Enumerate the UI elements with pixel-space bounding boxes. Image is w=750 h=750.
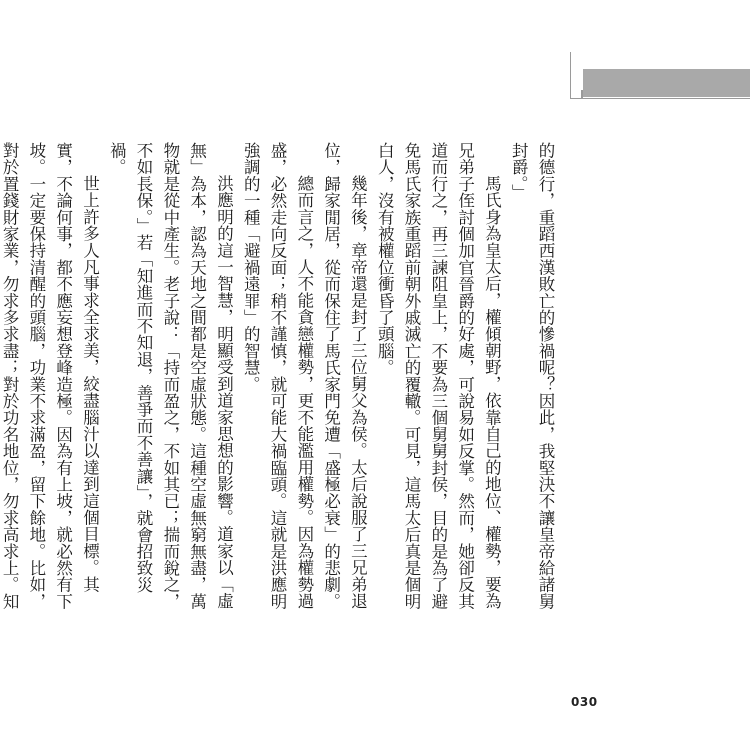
- corner-ornament-horizontal-line: [570, 98, 750, 99]
- paragraph-1: 的德行，重蹈西漢敗亡的慘禍呢？因此，我堅決不讓皇帝給諸舅封爵。」: [509, 142, 555, 610]
- corner-ornament-vertical-line: [570, 52, 571, 98]
- paragraph-2: 馬氏身為皇太后，權傾朝野，依靠自己的地位、權勢，要為兄弟子侄討個加官晉爵的好處，可說易如反掌。然而，她卻反其道而行之，再三諫阻皇上，不要為三個舅舅封侯，目的是為了避免馬氏家族重蹈前朝外戚滅亡的覆轍。可見，這馬太后真是個明白人，沒有被權位衝昏了頭腦。: [375, 142, 502, 610]
- paragraph-5: 洪應明的這一智慧，明顯受到道家思想的影響。道家以「虛無」為本，認為天地之間都是空虛狀態。這種空虛無窮無盡，萬物就是從中產生。老子說：「持而盈之，不如其已；揣而銳之，不如長保。」若「知進而不知退，善爭而不善讓」，就會招致災禍。: [107, 142, 234, 610]
- page-number: 030: [571, 695, 598, 709]
- paragraph-6: 世上許多人凡事求全求美，絞盡腦汁以達到這個目標。其實，不論何事，都不應妄想登峰造極。因為有上坡，就必然有下坡。一定要保持清醒的頭腦，功業不求滿盈，留下餘地。比如，對於置錢財家業，勿求多求盡；對於功名地位，勿求高求上。知: [0, 142, 100, 610]
- body-text: [0, 142, 558, 612]
- paragraph-4: 總而言之，人不能貪戀權勢，更不能濫用權勢。因為權勢過盛，必然走向反面；稍不謹慎，就可能大禍臨頭。這就是洪應明強調的一種「避禍遠罪」的智慧。: [241, 142, 314, 610]
- corner-ornament-tick: [581, 90, 583, 98]
- corner-ornament-block: [583, 69, 750, 97]
- paragraph-3: 幾年後，章帝還是封了三位舅父為侯。太后說服了三兄弟退位，歸家閒居，從而保住了馬氏家門免遭「盛極必衰」的悲劇。: [321, 142, 368, 610]
